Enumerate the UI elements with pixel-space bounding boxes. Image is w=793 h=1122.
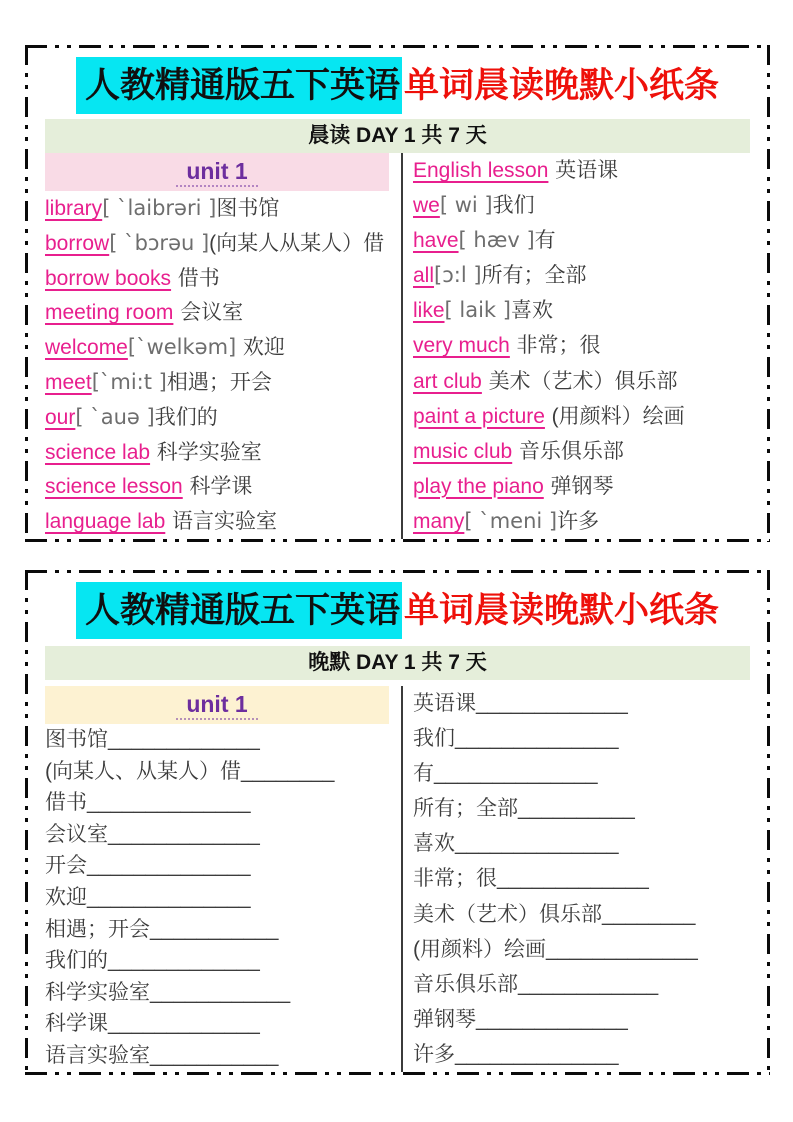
unit-label: unit 1: [176, 158, 257, 187]
english-term: all: [413, 264, 435, 288]
chinese-meaning: 欢迎: [242, 336, 285, 360]
chinese-prompt: 许多: [413, 1042, 455, 1066]
answer-blank: _____________: [108, 1012, 260, 1036]
chinese-meaning: 我们的: [154, 405, 218, 429]
phonetic: [171, 266, 178, 290]
vocab-row: [45, 226, 389, 261]
vocab-row: [45, 435, 389, 470]
title-highlight: 人教精通版五下英语: [76, 582, 402, 639]
chinese-meaning: 喜欢: [510, 299, 553, 323]
answer-blank: ______________: [455, 832, 619, 856]
vocab-row: [45, 191, 389, 226]
dictation-row: [45, 914, 389, 946]
vocab-row: [413, 364, 767, 399]
chinese-prompt: 美术（艺术）俱乐部: [413, 902, 602, 926]
chinese-meaning: 会议室: [180, 301, 244, 325]
dictation-row: [413, 721, 767, 756]
vocab-row: [413, 293, 767, 328]
day-banner: 晚默 DAY 1 共 7 天: [45, 646, 750, 680]
phonetic: [165, 509, 172, 533]
dictation-row: [45, 819, 389, 851]
sheet-title: [45, 582, 750, 640]
left-column: [45, 153, 389, 539]
english-term: paint a picture: [413, 404, 545, 428]
answer-blank: ______________: [455, 1042, 619, 1066]
answer-blank: ____________: [150, 980, 291, 1004]
chinese-meaning: 弹钢琴: [550, 474, 614, 498]
vocab-row: [413, 399, 767, 434]
phonetic: [512, 439, 519, 463]
title-red: 单词晨读晚默小纸条: [404, 66, 720, 105]
vocab-row: [413, 328, 767, 363]
unit-header: [45, 153, 389, 191]
dictation-row: [413, 791, 767, 826]
dictation-row: [45, 977, 389, 1009]
dictation-row: [45, 1008, 389, 1040]
dashed-border-right: [767, 45, 770, 542]
title-highlight: 人教精通版五下英语: [76, 57, 402, 114]
answer-blank: ______________: [455, 727, 619, 751]
dashed-border-left: [25, 45, 28, 542]
dashed-border-top: [25, 45, 770, 48]
english-term: play the piano: [413, 474, 544, 498]
answer-blank: ________: [241, 759, 335, 783]
morning-sheet: [25, 45, 770, 542]
vocab-list: [45, 191, 389, 539]
chinese-prompt: 科学课: [45, 1012, 108, 1036]
dictation-row: [45, 787, 389, 819]
vocab-row: [413, 469, 767, 504]
answer-blank: _____________: [546, 937, 698, 961]
phonetic: [482, 369, 489, 393]
english-term: language lab: [45, 510, 166, 534]
answer-blank: _____________: [497, 867, 649, 891]
chinese-meaning: (向某人从某人）借: [209, 231, 385, 255]
chinese-prompt: 所有；全部: [413, 797, 518, 821]
chinese-prompt: 图书馆: [45, 728, 108, 751]
answer-blank: __________: [518, 797, 635, 821]
english-term: we: [413, 194, 440, 218]
dictation-list: [413, 686, 767, 1072]
dictation-row: [413, 967, 767, 1002]
chinese-meaning: 科学课: [189, 475, 253, 499]
chinese-prompt: 弹钢琴: [413, 1007, 476, 1031]
chinese-meaning: 借书: [177, 266, 220, 290]
dictation-row: [413, 756, 767, 791]
unit-header: [45, 686, 389, 724]
english-term: have: [413, 229, 459, 253]
answer-blank: ____________: [518, 972, 659, 996]
english-term: borrow: [45, 231, 110, 255]
phonetic: [ hæv ]: [458, 228, 535, 253]
chinese-prompt: 语言实验室: [45, 1043, 150, 1067]
phonetic: [ laik ]: [444, 298, 511, 323]
vocab-list: [413, 153, 767, 539]
chinese-prompt: 有: [413, 762, 434, 786]
answer-blank: _____________: [476, 1007, 628, 1031]
dictation-row: [45, 850, 389, 882]
english-term: English lesson: [413, 159, 549, 182]
dictation-row: [45, 756, 389, 788]
answer-blank: _____________: [108, 728, 260, 751]
chinese-meaning: 音乐俱乐部: [518, 439, 624, 463]
columns: [45, 686, 767, 1072]
phonetic: [ɔ:l ]: [434, 263, 482, 288]
phonetic: [510, 333, 517, 357]
chinese-meaning: 图书馆: [216, 197, 280, 220]
vocab-row: [45, 295, 389, 330]
vocab-row: [45, 469, 389, 504]
answer-blank: ___________: [150, 917, 279, 941]
day-banner: 晨读 DAY 1 共 7 天: [45, 119, 750, 153]
phonetic: [ wi ]: [439, 193, 493, 218]
chinese-prompt: 相遇；开会: [45, 917, 150, 941]
vocab-row: [45, 504, 389, 539]
english-term: our: [45, 405, 76, 429]
phonetic: [ `meni ]: [464, 508, 558, 533]
answer-blank: ________: [602, 902, 696, 926]
english-term: music club: [413, 439, 513, 463]
chinese-prompt: 科学实验室: [45, 980, 150, 1004]
dictation-row: [45, 724, 389, 756]
answer-blank: _____________: [476, 692, 628, 715]
vocab-row: [413, 153, 767, 188]
dictation-row: [413, 1002, 767, 1037]
vocab-row: [413, 188, 767, 223]
dictation-row: [45, 882, 389, 914]
chinese-prompt: (用颜料）绘画: [413, 937, 546, 961]
chinese-meaning: 许多: [557, 509, 600, 533]
phonetic: [ `auə ]: [75, 404, 155, 429]
dashed-border-bottom: [25, 1072, 770, 1075]
vocab-row: [45, 261, 389, 296]
phonetic: [`welkəm]: [127, 335, 243, 360]
evening-sheet: [25, 570, 770, 1075]
dictation-row: [45, 945, 389, 977]
answer-blank: ______________: [87, 885, 251, 909]
english-term: science lab: [45, 440, 151, 464]
english-term: many: [413, 509, 465, 533]
left-column: [45, 686, 389, 1072]
dashed-border-right: [767, 570, 770, 1075]
chinese-meaning: 英语课: [555, 159, 619, 182]
right-column: [403, 153, 767, 539]
chinese-prompt: 英语课: [413, 692, 476, 715]
dictation-row: [413, 897, 767, 932]
chinese-meaning: 有: [534, 229, 556, 253]
dictation-row: [45, 1040, 389, 1072]
sheet-title: [45, 57, 750, 115]
vocab-row: [413, 434, 767, 469]
vocab-row: [413, 504, 767, 539]
chinese-prompt: 我们的: [45, 949, 108, 973]
chinese-prompt: 喜欢: [413, 832, 455, 856]
phonetic: [ `bɔrəu ]: [109, 230, 210, 255]
english-term: very much: [413, 334, 510, 358]
chinese-prompt: 借书: [45, 791, 87, 815]
phonetic: [ `laibrəri ]: [102, 196, 217, 220]
title-red: 单词晨读晚默小纸条: [404, 591, 720, 630]
chinese-prompt: 会议室: [45, 822, 108, 846]
chinese-meaning: 美术（艺术）俱乐部: [488, 369, 678, 393]
vocab-row: [45, 400, 389, 435]
chinese-prompt: 我们: [413, 727, 455, 751]
english-term: science lesson: [45, 475, 183, 499]
right-column: [403, 686, 767, 1072]
english-term: welcome: [45, 336, 128, 360]
dictation-row: [413, 686, 767, 721]
answer-blank: ______________: [87, 791, 251, 815]
phonetic: [545, 404, 552, 428]
chinese-meaning: 所有；全部: [481, 264, 587, 288]
english-term: meeting room: [45, 301, 174, 325]
dashed-border-bottom: [25, 539, 770, 542]
chinese-meaning: 相遇；开会: [166, 370, 272, 394]
unit-label: unit 1: [176, 691, 257, 720]
english-term: meet: [45, 370, 92, 394]
dashed-border-top: [25, 570, 770, 573]
dictation-row: [413, 932, 767, 967]
chinese-meaning: 我们: [492, 194, 535, 218]
dictation-row: [413, 826, 767, 861]
english-term: library: [45, 197, 103, 220]
vocab-row: [413, 223, 767, 258]
chinese-prompt: 欢迎: [45, 885, 87, 909]
chinese-prompt: 非常；很: [413, 867, 497, 891]
chinese-meaning: 非常；很: [516, 334, 601, 358]
dictation-row: [413, 861, 767, 896]
english-term: like: [413, 299, 445, 323]
chinese-prompt: 音乐俱乐部: [413, 972, 518, 996]
vocab-row: [45, 365, 389, 400]
answer-blank: _____________: [108, 949, 260, 973]
answer-blank: ___________: [150, 1043, 279, 1067]
english-term: art club: [413, 369, 482, 393]
phonetic: [150, 440, 157, 464]
dictation-row: [413, 1037, 767, 1072]
columns: [45, 153, 767, 539]
phonetic: [`mi:t ]: [91, 369, 167, 394]
chinese-meaning: (用颜料）绘画: [551, 404, 685, 428]
dashed-border-left: [25, 570, 28, 1075]
answer-blank: ______________: [87, 854, 251, 878]
answer-blank: ______________: [434, 762, 598, 786]
vocab-row: [45, 330, 389, 365]
chinese-prompt: (向某人、从某人）借: [45, 759, 241, 783]
dictation-list: [45, 724, 389, 1072]
answer-blank: _____________: [108, 822, 260, 846]
chinese-prompt: 开会: [45, 854, 87, 878]
vocab-row: [413, 258, 767, 293]
chinese-meaning: 语言实验室: [171, 510, 277, 534]
chinese-meaning: 科学实验室: [156, 440, 262, 464]
english-term: borrow books: [45, 266, 172, 290]
